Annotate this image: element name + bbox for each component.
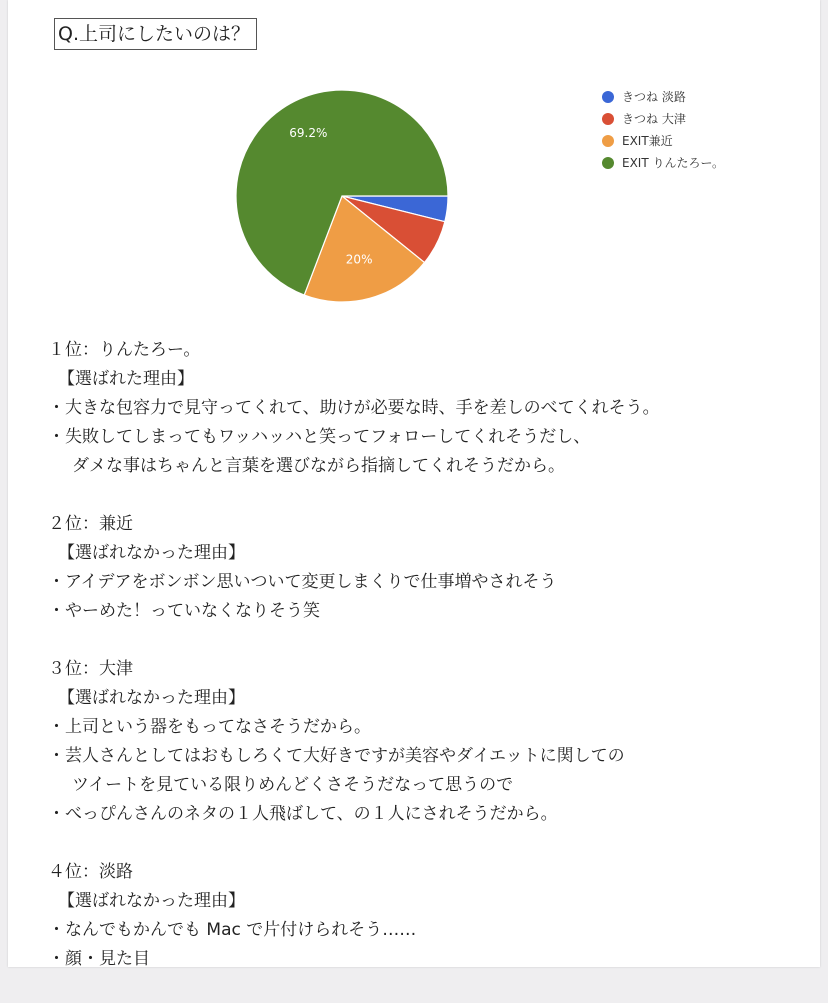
question-title: Q.上司にしたいのは？ — [54, 18, 257, 50]
ranking-text — [48, 336, 798, 1003]
reason-heading: 【選ばれなかった理由】 — [58, 543, 245, 563]
rank-title: ４位：淡路 — [48, 862, 133, 882]
bullet-item: ・大きな包容力で見守ってくれて、助けが必要な時、手を差しのべてくれそう。 — [48, 398, 660, 418]
reason-heading: 【選ばれた理由】 — [58, 369, 194, 389]
legend-swatch — [602, 135, 614, 147]
rank-section-3 — [48, 655, 798, 829]
bullet-item-continuation: ツイートを見ている限りめんどくさそうだなって思うので — [72, 775, 514, 795]
rank-section-4 — [48, 858, 798, 974]
rank-title: ３位：大津 — [48, 659, 133, 679]
legend-label: EXIT りんたろー。 — [622, 156, 725, 170]
rank-title: １位：りんたろー。 — [48, 340, 201, 360]
legend-label: EXIT兼近 — [622, 134, 673, 148]
bullet-item: ・アイデアをボンボン思いついて変更しまくりで仕事増やされそう — [48, 572, 557, 592]
legend-swatch — [602, 91, 614, 103]
bullet-item: ・上司という器をもってなさそうだから。 — [48, 717, 371, 737]
rank-section-1 — [48, 336, 798, 481]
reason-heading: 【選ばれなかった理由】 — [58, 688, 245, 708]
bullet-item: ・失敗してしまってもワッハッハと笑ってフォローしてくれそうだし、 — [48, 427, 591, 447]
legend-swatch — [602, 157, 614, 169]
legend-label: きつね 大津 — [622, 112, 686, 126]
legend-swatch — [602, 113, 614, 125]
rank-title: ２位：兼近 — [48, 514, 133, 534]
bullet-item: ・なんでもかんでも Mac で片付けられそう…… — [48, 920, 417, 940]
bullet-item: ・べっぴんさんのネタの１人飛ばして、の１人にされそうだから。 — [48, 804, 558, 824]
slice-percent-label: 20% — [345, 252, 373, 267]
bullet-item: ・顔・見た目 — [48, 949, 150, 969]
reason-heading: 【選ばれなかった理由】 — [58, 891, 245, 911]
legend-label: きつね 淡路 — [622, 90, 686, 104]
bullet-item: ・芸人さんとしてはおもしろくて大好きですが美容やダイエットに関しての — [48, 746, 625, 766]
slice-percent-label: 69.2% — [289, 126, 328, 141]
rank-section-2 — [48, 510, 798, 626]
pie-chart — [0, 0, 828, 330]
bullet-item: ・やーめた！っていなくなりそう笑 — [48, 601, 320, 621]
bullet-item-continuation: ダメな事はちゃんと言葉を選びながら指摘してくれそうだから。 — [72, 456, 565, 476]
